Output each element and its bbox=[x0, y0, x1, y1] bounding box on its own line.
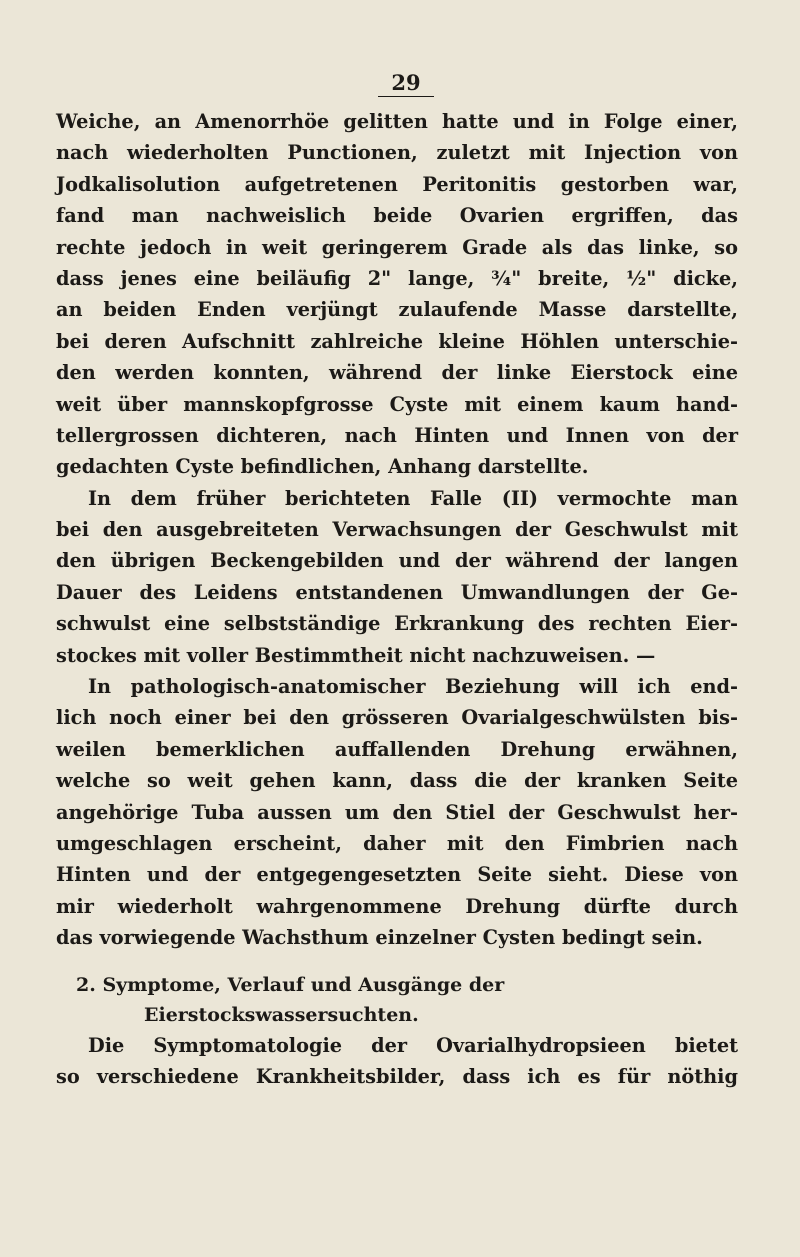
text-line: rechte jedoch in weit geringerem Grade als das linke, so bbox=[56, 235, 738, 259]
section-heading bbox=[56, 970, 738, 1030]
text-line: den übrigen Beckengebilden und der während der langen bbox=[56, 549, 738, 573]
text-line: so verschiedene Krankheitsbilder, dass ich es für nöthig bbox=[56, 1064, 738, 1088]
text-line: dass jenes eine beiläufig 2" lange, ¾" breite, ½" dicke, bbox=[56, 266, 738, 290]
text-line: Hinten und der entgegengesetzten Seite sieht. Diese von bbox=[56, 863, 738, 887]
text-line: Jodkalisolution aufgetretenen Peritonitis gestorben war, bbox=[56, 172, 738, 196]
text-line: stockes mit voller Bestimmtheit nicht nachzuweisen. — bbox=[56, 643, 656, 667]
text-line: In pathologisch-anatomischer Beziehung will ich end- bbox=[88, 675, 738, 699]
paragraph-3 bbox=[56, 671, 738, 954]
text-line: schwulst eine selbstständige Erkrankung des rechten Eier- bbox=[56, 612, 738, 636]
page-number: 29 bbox=[378, 70, 434, 97]
text-line: Dauer des Leidens entstandenen Umwandlungen der Ge- bbox=[56, 580, 738, 604]
paragraph-2 bbox=[56, 483, 738, 671]
text-line: den werden konnten, während der linke Eierstock eine bbox=[56, 361, 738, 385]
paragraph-1 bbox=[56, 106, 738, 483]
paragraph-4 bbox=[56, 1030, 738, 1093]
section-heading-line: Eierstockswassersuchten. bbox=[144, 1003, 419, 1026]
text-line: das vorwiegende Wachsthum einzelner Cysten bedingt sein. bbox=[56, 926, 703, 950]
text-line: welche so weit gehen kann, dass die der kranken Seite bbox=[56, 769, 738, 793]
text-line: mir wiederholt wahrgenommene Drehung dürfte durch bbox=[56, 894, 738, 918]
text-line: tellergrossen dichteren, nach Hinten und Innen von der bbox=[56, 423, 738, 447]
text-line: weit über mannskopfgrosse Cyste mit einem kaum hand- bbox=[56, 392, 738, 416]
text-line: an beiden Enden verjüngt zulaufende Masse darstellte, bbox=[56, 298, 738, 322]
text-line: angehörige Tuba aussen um den Stiel der Geschwulst her- bbox=[56, 800, 738, 824]
text-line: umgeschlagen erscheint, daher mit den Fimbrien nach bbox=[56, 831, 738, 855]
text-line: Die Symptomatologie der Ovarialhydropsieen bietet bbox=[88, 1033, 738, 1057]
text-line: gedachten Cyste befindlichen, Anhang darstellte. bbox=[56, 455, 589, 479]
page-text bbox=[56, 106, 738, 1092]
text-line: Weiche, an Amenorrhöe gelitten hatte und in Folge einer, bbox=[56, 110, 738, 133]
text-line: fand man nachweislich beide Ovarien ergriffen, das bbox=[56, 204, 738, 228]
text-line: bei den ausgebreiteten Verwachsungen der Geschwulst mit bbox=[56, 518, 738, 542]
section-heading-line: 2. Symptome, Verlauf und Ausgänge der bbox=[76, 973, 505, 996]
text-line: weilen bemerklichen auffallenden Drehung erwähnen, bbox=[56, 737, 738, 761]
text-line: bei deren Aufschnitt zahlreiche kleine Höhlen unterschie- bbox=[56, 329, 738, 353]
text-line: nach wiederholten Punctionen, zuletzt mit Injection von bbox=[56, 141, 738, 165]
text-line: lich noch einer bei den grösseren Ovarialgeschwülsten bis- bbox=[56, 706, 738, 730]
text-line: In dem früher berichteten Falle (II) vermochte man bbox=[88, 486, 738, 510]
